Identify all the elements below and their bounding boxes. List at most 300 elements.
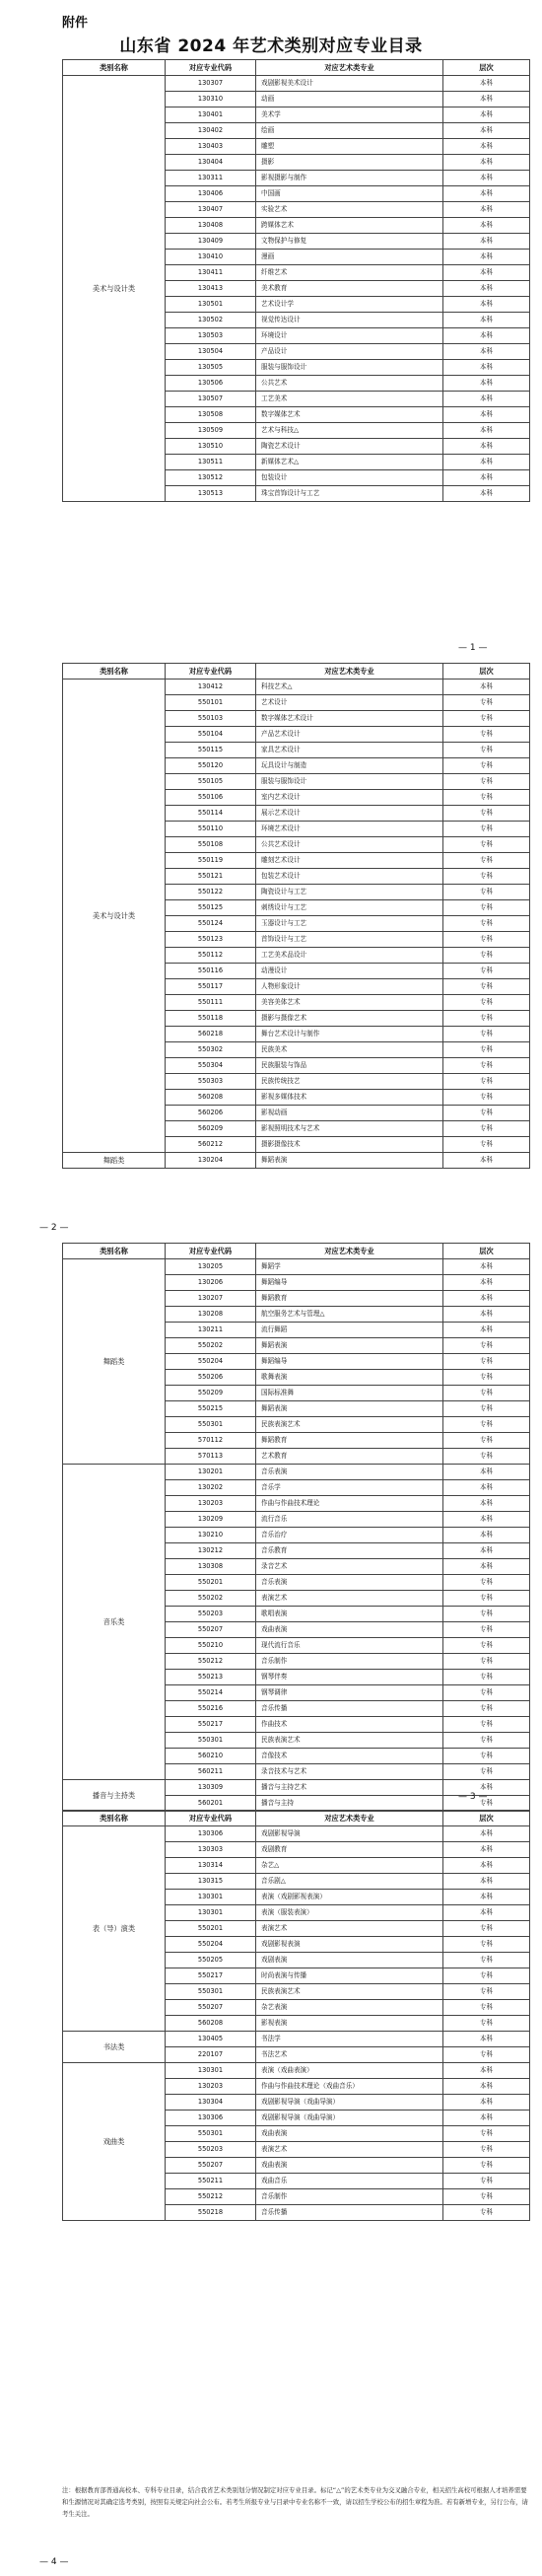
table-row — [63, 2063, 530, 2079]
major-name: 动画 — [256, 92, 443, 107]
major-code: 550114 — [166, 806, 256, 822]
major-name: 展示艺术设计 — [256, 806, 443, 822]
education-level: 专科 — [443, 1011, 530, 1027]
education-level: 专科 — [443, 2189, 530, 2205]
education-level: 专科 — [443, 1796, 530, 1812]
major-name: 表演艺术 — [256, 2142, 443, 2158]
category-name: 戏曲类 — [63, 2063, 166, 2221]
education-level: 专科 — [443, 1106, 530, 1121]
major-name: 工艺美术品设计 — [256, 948, 443, 964]
major-name: 戏剧影视导演 — [256, 1826, 443, 1842]
education-level: 本科 — [443, 2079, 530, 2095]
major-name: 服装与服饰设计 — [256, 774, 443, 790]
major-name: 戏剧影视导演（戏曲导演） — [256, 2095, 443, 2111]
major-name: 戏剧影视美术设计 — [256, 76, 443, 92]
education-level: 专科 — [443, 1953, 530, 1968]
major-code: 550206 — [166, 1370, 256, 1386]
education-level: 专科 — [443, 837, 530, 853]
major-name: 戏曲表演 — [256, 2158, 443, 2174]
major-code: 130408 — [166, 218, 256, 234]
major-code: 130203 — [166, 1496, 256, 1512]
education-level: 本科 — [443, 297, 530, 313]
education-level: 本科 — [443, 202, 530, 218]
major-name: 中国画 — [256, 186, 443, 202]
education-level: 本科 — [443, 155, 530, 171]
column-header: 类别名称 — [63, 60, 166, 76]
major-table-page-3 — [62, 1243, 530, 1812]
major-name: 舞蹈表演 — [256, 1401, 443, 1417]
education-level: 本科 — [443, 439, 530, 455]
education-level: 本科 — [443, 2032, 530, 2047]
major-name: 歌唱表演 — [256, 1607, 443, 1622]
major-code: 130314 — [166, 1858, 256, 1874]
major-code: 550121 — [166, 869, 256, 885]
education-level: 本科 — [443, 486, 530, 502]
major-code: 550204 — [166, 1937, 256, 1953]
major-name: 戏曲表演 — [256, 1622, 443, 1638]
major-code: 550301 — [166, 2126, 256, 2142]
education-level: 本科 — [443, 1543, 530, 1559]
major-name: 环境设计 — [256, 328, 443, 344]
major-name: 流行舞蹈 — [256, 1323, 443, 1338]
major-name: 漫画 — [256, 250, 443, 265]
table-row — [63, 680, 530, 695]
education-level: 本科 — [443, 265, 530, 281]
education-level: 本科 — [443, 123, 530, 139]
education-level: 专科 — [443, 1607, 530, 1622]
major-name: 表演艺术 — [256, 1591, 443, 1607]
major-code: 550209 — [166, 1386, 256, 1401]
major-name: 数字媒体艺术设计 — [256, 711, 443, 727]
major-name: 产品艺术设计 — [256, 727, 443, 743]
major-code: 550108 — [166, 837, 256, 853]
major-code: 550116 — [166, 964, 256, 979]
education-level: 本科 — [443, 1826, 530, 1842]
major-code: 560211 — [166, 1764, 256, 1780]
education-level: 本科 — [443, 1512, 530, 1528]
page-number: — 2 — — [39, 1223, 69, 1233]
major-code: 550213 — [166, 1670, 256, 1685]
page-number: — 3 — — [458, 1792, 488, 1802]
major-code: 560209 — [166, 1121, 256, 1137]
major-code: 550215 — [166, 1401, 256, 1417]
education-level: 专科 — [443, 2126, 530, 2142]
major-name: 动漫设计 — [256, 964, 443, 979]
education-level: 本科 — [443, 1528, 530, 1543]
major-code: 550214 — [166, 1685, 256, 1701]
major-name: 钢琴伴奏 — [256, 1670, 443, 1685]
table-header-row — [63, 664, 530, 680]
major-code: 550118 — [166, 1011, 256, 1027]
major-code: 560206 — [166, 1106, 256, 1121]
major-name: 影视表演 — [256, 2016, 443, 2032]
column-header: 对应专业代码 — [166, 60, 256, 76]
major-code: 130410 — [166, 250, 256, 265]
major-name: 播音与主持艺术 — [256, 1780, 443, 1796]
major-name: 文物保护与修复 — [256, 234, 443, 250]
education-level: 本科 — [443, 328, 530, 344]
major-code: 130212 — [166, 1543, 256, 1559]
major-name: 包装艺术设计 — [256, 869, 443, 885]
major-code: 130411 — [166, 265, 256, 281]
major-code: 550202 — [166, 1338, 256, 1354]
major-code: 550207 — [166, 2000, 256, 2016]
education-level: 本科 — [443, 76, 530, 92]
major-name: 录音艺术 — [256, 1559, 443, 1575]
major-code: 560201 — [166, 1796, 256, 1812]
major-code: 130501 — [166, 297, 256, 313]
major-code: 570113 — [166, 1449, 256, 1465]
education-level: 本科 — [443, 1858, 530, 1874]
major-name: 艺术设计 — [256, 695, 443, 711]
major-name: 杂艺△ — [256, 1858, 443, 1874]
education-level: 专科 — [443, 1733, 530, 1749]
education-level: 本科 — [443, 376, 530, 392]
major-code: 130310 — [166, 92, 256, 107]
education-level: 专科 — [443, 806, 530, 822]
major-code: 130306 — [166, 2111, 256, 2126]
education-level: 专科 — [443, 774, 530, 790]
column-header: 对应艺术类专业 — [256, 664, 443, 680]
education-level: 专科 — [443, 1717, 530, 1733]
table-header-row — [63, 60, 530, 76]
major-code: 560218 — [166, 1027, 256, 1042]
major-name: 科技艺术△ — [256, 680, 443, 695]
major-code: 550217 — [166, 1717, 256, 1733]
major-code: 130304 — [166, 2095, 256, 2111]
major-name: 珠宝首饰设计与工艺 — [256, 486, 443, 502]
education-level: 专科 — [443, 2142, 530, 2158]
education-level: 专科 — [443, 1137, 530, 1153]
education-level: 本科 — [443, 1780, 530, 1796]
major-name: 实验艺术 — [256, 202, 443, 218]
category-name: 音乐类 — [63, 1465, 166, 1780]
major-code: 550303 — [166, 1074, 256, 1090]
major-name: 家具艺术设计 — [256, 743, 443, 758]
major-name: 室内艺术设计 — [256, 790, 443, 806]
major-code: 130402 — [166, 123, 256, 139]
major-code: 550203 — [166, 2142, 256, 2158]
major-code: 550112 — [166, 948, 256, 964]
major-code: 550123 — [166, 932, 256, 948]
major-name: 戏曲表演 — [256, 2126, 443, 2142]
column-header: 类别名称 — [63, 1244, 166, 1259]
table-row — [63, 1153, 530, 1169]
column-header: 类别名称 — [63, 1811, 166, 1826]
major-name: 民族表演艺术 — [256, 1733, 443, 1749]
education-level: 专科 — [443, 932, 530, 948]
major-code: 130301 — [166, 1905, 256, 1921]
major-code: 550301 — [166, 1733, 256, 1749]
column-header: 层次 — [443, 60, 530, 76]
education-level: 本科 — [443, 360, 530, 376]
major-code: 550212 — [166, 1654, 256, 1670]
major-name: 表演（服装表演） — [256, 1905, 443, 1921]
education-level: 专科 — [443, 885, 530, 900]
education-level: 本科 — [443, 1890, 530, 1905]
major-code: 550120 — [166, 758, 256, 774]
major-name: 雕塑 — [256, 139, 443, 155]
column-header: 对应艺术类专业 — [256, 60, 443, 76]
major-code: 130403 — [166, 139, 256, 155]
major-name: 音乐剧△ — [256, 1874, 443, 1890]
major-name: 杂艺表演 — [256, 2000, 443, 2016]
major-name: 民族表演艺术 — [256, 1984, 443, 2000]
column-header: 层次 — [443, 1811, 530, 1826]
major-code: 130412 — [166, 680, 256, 695]
major-name: 音乐传播 — [256, 2205, 443, 2221]
education-level: 专科 — [443, 743, 530, 758]
major-name: 刺绣设计与工艺 — [256, 900, 443, 916]
major-code: 550201 — [166, 1575, 256, 1591]
major-name: 美容美体艺术 — [256, 995, 443, 1011]
major-name: 美术学 — [256, 107, 443, 123]
major-code: 550207 — [166, 2158, 256, 2174]
major-code: 550125 — [166, 900, 256, 916]
major-name: 公共艺术设计 — [256, 837, 443, 853]
education-level: 专科 — [443, 916, 530, 932]
education-level: 专科 — [443, 790, 530, 806]
education-level: 专科 — [443, 822, 530, 837]
education-level: 专科 — [443, 1622, 530, 1638]
column-header: 对应专业代码 — [166, 664, 256, 680]
education-level: 专科 — [443, 695, 530, 711]
major-name: 音乐治疗 — [256, 1528, 443, 1543]
major-name: 作曲技术 — [256, 1717, 443, 1733]
education-level: 本科 — [443, 1480, 530, 1496]
education-level: 专科 — [443, 758, 530, 774]
major-name: 产品设计 — [256, 344, 443, 360]
major-table-page-2 — [62, 663, 530, 1169]
education-level: 专科 — [443, 948, 530, 964]
major-code: 130205 — [166, 1259, 256, 1275]
major-name: 雕刻艺术设计 — [256, 853, 443, 869]
major-code: 560208 — [166, 1090, 256, 1106]
major-name: 书法学 — [256, 2032, 443, 2047]
major-name: 公共艺术 — [256, 376, 443, 392]
education-level: 专科 — [443, 995, 530, 1011]
major-name: 影视照明技术与艺术 — [256, 1121, 443, 1137]
education-level: 专科 — [443, 1058, 530, 1074]
education-level: 专科 — [443, 1685, 530, 1701]
education-level: 本科 — [443, 92, 530, 107]
major-code: 550216 — [166, 1701, 256, 1717]
major-name: 视觉传达设计 — [256, 313, 443, 328]
major-name: 艺术与科技△ — [256, 423, 443, 439]
category-name: 播音与主持类 — [63, 1780, 166, 1812]
column-header: 对应艺术类专业 — [256, 1244, 443, 1259]
major-name: 戏剧影视导演（戏曲导演） — [256, 2111, 443, 2126]
major-name: 音乐表演 — [256, 1575, 443, 1591]
page-number: — 4 — — [39, 2557, 69, 2567]
education-level: 专科 — [443, 2016, 530, 2032]
major-code: 550204 — [166, 1354, 256, 1370]
major-name: 摄影与摄像艺术 — [256, 1011, 443, 1027]
major-name: 舞蹈编导 — [256, 1354, 443, 1370]
major-name: 戏曲音乐 — [256, 2174, 443, 2189]
major-name: 戏剧表演 — [256, 1953, 443, 1968]
major-code: 130508 — [166, 407, 256, 423]
education-level: 专科 — [443, 1749, 530, 1764]
major-name: 音乐学 — [256, 1480, 443, 1496]
major-name: 环境艺术设计 — [256, 822, 443, 837]
column-header: 层次 — [443, 1244, 530, 1259]
education-level: 本科 — [443, 1465, 530, 1480]
education-level: 专科 — [443, 1090, 530, 1106]
major-name: 音乐传播 — [256, 1701, 443, 1717]
education-level: 本科 — [443, 1323, 530, 1338]
major-code: 220107 — [166, 2047, 256, 2063]
major-name: 艺术教育 — [256, 1449, 443, 1465]
education-level: 本科 — [443, 455, 530, 470]
major-code: 570112 — [166, 1433, 256, 1449]
major-name: 表演（戏剧影视表演） — [256, 1890, 443, 1905]
major-code: 130208 — [166, 1307, 256, 1323]
education-level: 本科 — [443, 171, 530, 186]
education-level: 专科 — [443, 869, 530, 885]
major-name: 戏剧影视表演 — [256, 1937, 443, 1953]
major-code: 130505 — [166, 360, 256, 376]
education-level: 专科 — [443, 900, 530, 916]
education-level: 本科 — [443, 1291, 530, 1307]
education-level: 专科 — [443, 1670, 530, 1685]
education-level: 专科 — [443, 1042, 530, 1058]
education-level: 本科 — [443, 313, 530, 328]
major-code: 550104 — [166, 727, 256, 743]
major-code: 130406 — [166, 186, 256, 202]
major-name: 摄影 — [256, 155, 443, 171]
major-name: 戏剧教育 — [256, 1842, 443, 1858]
category-name: 书法类 — [63, 2032, 166, 2063]
major-code: 550110 — [166, 822, 256, 837]
major-code: 130207 — [166, 1291, 256, 1307]
major-code: 560210 — [166, 1749, 256, 1764]
education-level: 本科 — [443, 1275, 530, 1291]
table-row — [63, 76, 530, 92]
major-code: 130510 — [166, 439, 256, 455]
major-code: 130308 — [166, 1559, 256, 1575]
major-code: 130509 — [166, 423, 256, 439]
major-code: 550218 — [166, 2205, 256, 2221]
major-name: 音乐制作 — [256, 1654, 443, 1670]
education-level: 本科 — [443, 1559, 530, 1575]
education-level: 专科 — [443, 711, 530, 727]
major-code: 130303 — [166, 1842, 256, 1858]
education-level: 专科 — [443, 1575, 530, 1591]
education-level: 专科 — [443, 1968, 530, 1984]
table-header-row — [63, 1811, 530, 1826]
major-code: 550122 — [166, 885, 256, 900]
major-name: 舞蹈编导 — [256, 1275, 443, 1291]
major-name: 民族美术 — [256, 1042, 443, 1058]
education-level: 本科 — [443, 281, 530, 297]
major-code: 550304 — [166, 1058, 256, 1074]
education-level: 本科 — [443, 186, 530, 202]
major-name: 时尚表演与传播 — [256, 1968, 443, 1984]
major-code: 130401 — [166, 107, 256, 123]
major-code: 130513 — [166, 486, 256, 502]
major-name: 表演艺术 — [256, 1921, 443, 1937]
education-level: 本科 — [443, 250, 530, 265]
education-level: 本科 — [443, 2095, 530, 2111]
column-header: 对应艺术类专业 — [256, 1811, 443, 1826]
education-level: 本科 — [443, 139, 530, 155]
education-level: 专科 — [443, 1401, 530, 1417]
table-row — [63, 2032, 530, 2047]
major-code: 550105 — [166, 774, 256, 790]
education-level: 专科 — [443, 2047, 530, 2063]
major-code: 130407 — [166, 202, 256, 218]
education-level: 专科 — [443, 1449, 530, 1465]
education-level: 专科 — [443, 1937, 530, 1953]
education-level: 专科 — [443, 2205, 530, 2221]
major-name: 陶瓷艺术设计 — [256, 439, 443, 455]
category-name: 表（导）演类 — [63, 1826, 166, 2032]
major-code: 550202 — [166, 1591, 256, 1607]
education-level: 专科 — [443, 964, 530, 979]
education-level: 专科 — [443, 1764, 530, 1780]
education-level: 本科 — [443, 344, 530, 360]
major-code: 130210 — [166, 1528, 256, 1543]
major-name: 音乐教育 — [256, 1543, 443, 1559]
major-name: 数字媒体艺术 — [256, 407, 443, 423]
major-name: 书法艺术 — [256, 2047, 443, 2063]
major-name: 音乐表演 — [256, 1465, 443, 1480]
major-code: 130503 — [166, 328, 256, 344]
document-title: 山东省 2024 年艺术类别对应专业目录 — [119, 36, 423, 56]
education-level: 本科 — [443, 2063, 530, 2079]
major-name: 民族服装与饰品 — [256, 1058, 443, 1074]
major-name: 纤维艺术 — [256, 265, 443, 281]
major-code: 130311 — [166, 171, 256, 186]
major-code: 550201 — [166, 1921, 256, 1937]
education-level: 专科 — [443, 1701, 530, 1717]
major-code: 560208 — [166, 2016, 256, 2032]
column-header: 对应专业代码 — [166, 1244, 256, 1259]
major-code: 550101 — [166, 695, 256, 711]
major-code: 130201 — [166, 1465, 256, 1480]
major-code: 560212 — [166, 1137, 256, 1153]
major-name: 影视动画 — [256, 1106, 443, 1121]
major-code: 550124 — [166, 916, 256, 932]
major-code: 130511 — [166, 455, 256, 470]
major-name: 陶瓷设计与工艺 — [256, 885, 443, 900]
major-name: 包装设计 — [256, 470, 443, 486]
major-name: 首饰设计与工艺 — [256, 932, 443, 948]
category-name: 美术与设计类 — [63, 76, 166, 502]
major-code: 550302 — [166, 1042, 256, 1058]
major-name: 民族传统技艺 — [256, 1074, 443, 1090]
major-code: 130301 — [166, 1890, 256, 1905]
education-level: 本科 — [443, 680, 530, 695]
category-name: 舞蹈类 — [63, 1259, 166, 1465]
education-level: 专科 — [443, 853, 530, 869]
table-row — [63, 1465, 530, 1480]
education-level: 本科 — [443, 218, 530, 234]
major-code: 130203 — [166, 2079, 256, 2095]
education-level: 专科 — [443, 1417, 530, 1433]
major-name: 音像技术 — [256, 1749, 443, 1764]
major-table-page-1 — [62, 59, 530, 502]
major-code: 550301 — [166, 1417, 256, 1433]
major-code: 550103 — [166, 711, 256, 727]
major-code: 550205 — [166, 1953, 256, 1968]
education-level: 专科 — [443, 1433, 530, 1449]
major-code: 550217 — [166, 1968, 256, 1984]
major-name: 播音与主持 — [256, 1796, 443, 1812]
major-code: 130309 — [166, 1780, 256, 1796]
education-level: 专科 — [443, 727, 530, 743]
